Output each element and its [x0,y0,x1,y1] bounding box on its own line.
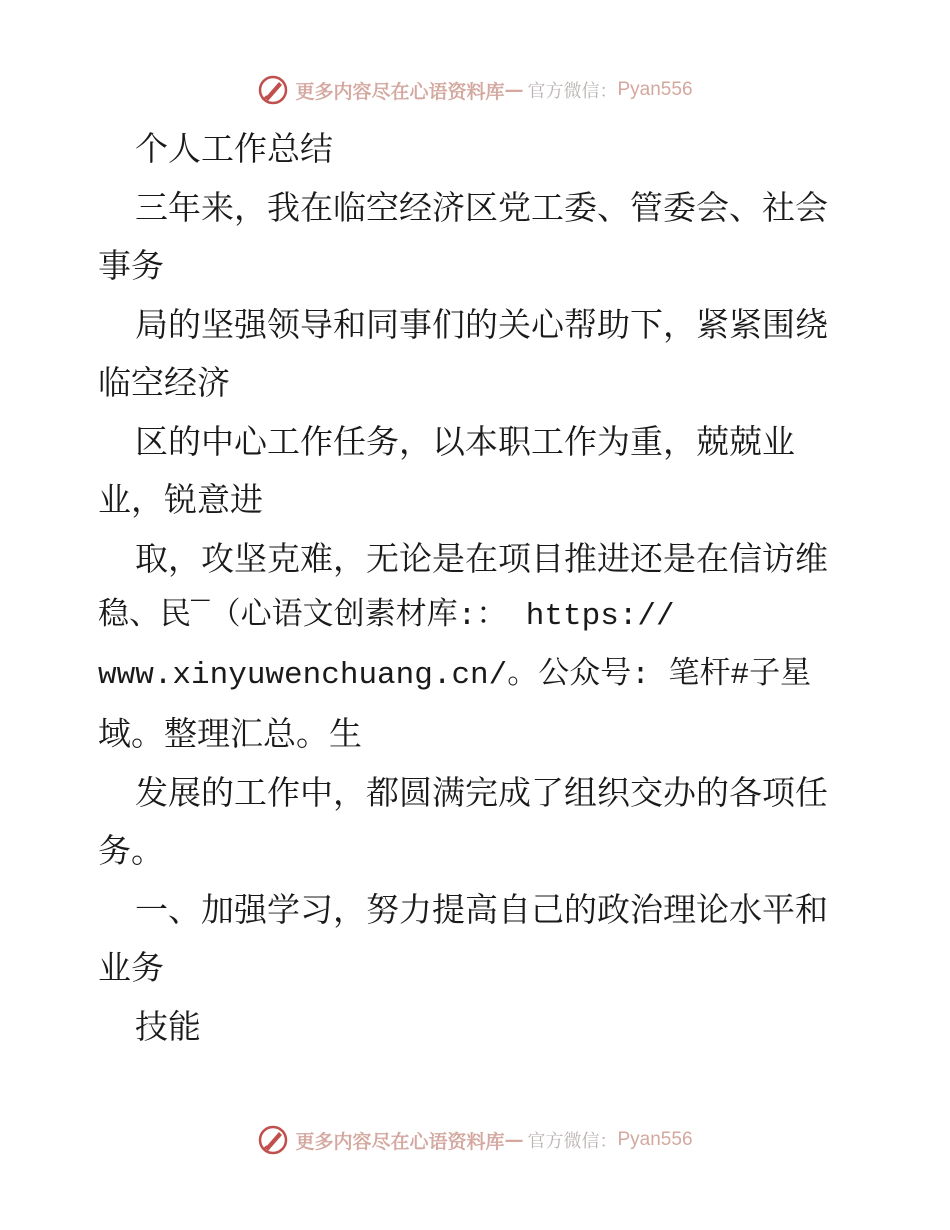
paragraph-line: www.xinyuwenchuang.cn/。公众号: 笔杆#子星 [98,657,812,693]
footer-banner [0,1120,950,1160]
paragraph-line: 技能 [135,1006,201,1046]
quill-pen-logo-icon [257,74,289,106]
banner-wechat-id: Pyan556 [617,1129,693,1150]
banner-wechat-id: Pyan556 [617,79,693,100]
paragraph-line: 域。整理汇总。生 [98,714,362,753]
section-heading-line: 业务 [98,948,164,987]
banner-wechat-label: 官方微信： [527,81,618,102]
header-banner [0,70,950,110]
paragraph-line: 事务 [98,246,164,285]
document-body [98,120,858,1056]
paragraph-line: 局的坚强领导和同事们的关心帮助下，紧紧围绕 [135,304,828,344]
banner-brand-text: 更多内容尽在心语资料库 [295,1130,505,1153]
paragraph-line: 临空经济 [98,363,230,402]
section-heading-line: 一、加强学习，努力提高自己的政治理论水平和 [135,889,828,929]
paragraph-line: 务。 [98,831,164,870]
paragraph-line: 业，锐意进 [98,480,263,519]
banner-dash: — [504,1129,524,1151]
banner-wechat-label: 官方微信： [527,1131,618,1152]
paragraph-line: 发展的工作中，都圆满完成了组织交办的各项任 [135,772,828,812]
paragraph-line: 区的中心工作任务，以本职工作为重，兢兢业 [135,421,795,461]
paragraph-line: 三年来，我在临空经济区党工委、管委会、社会 [135,187,828,227]
banner-brand-text: 更多内容尽在心语资料库 [295,80,505,103]
paragraph-line: 稳、民¯（心语文创素材库:： https:// [98,599,675,634]
document-title: 个人工作总结 [135,129,333,168]
paragraph-line: 取，攻坚克难，无论是在项目推进还是在信访维 [135,538,828,578]
banner-dash: — [504,79,524,101]
quill-pen-logo-icon [257,1124,289,1156]
